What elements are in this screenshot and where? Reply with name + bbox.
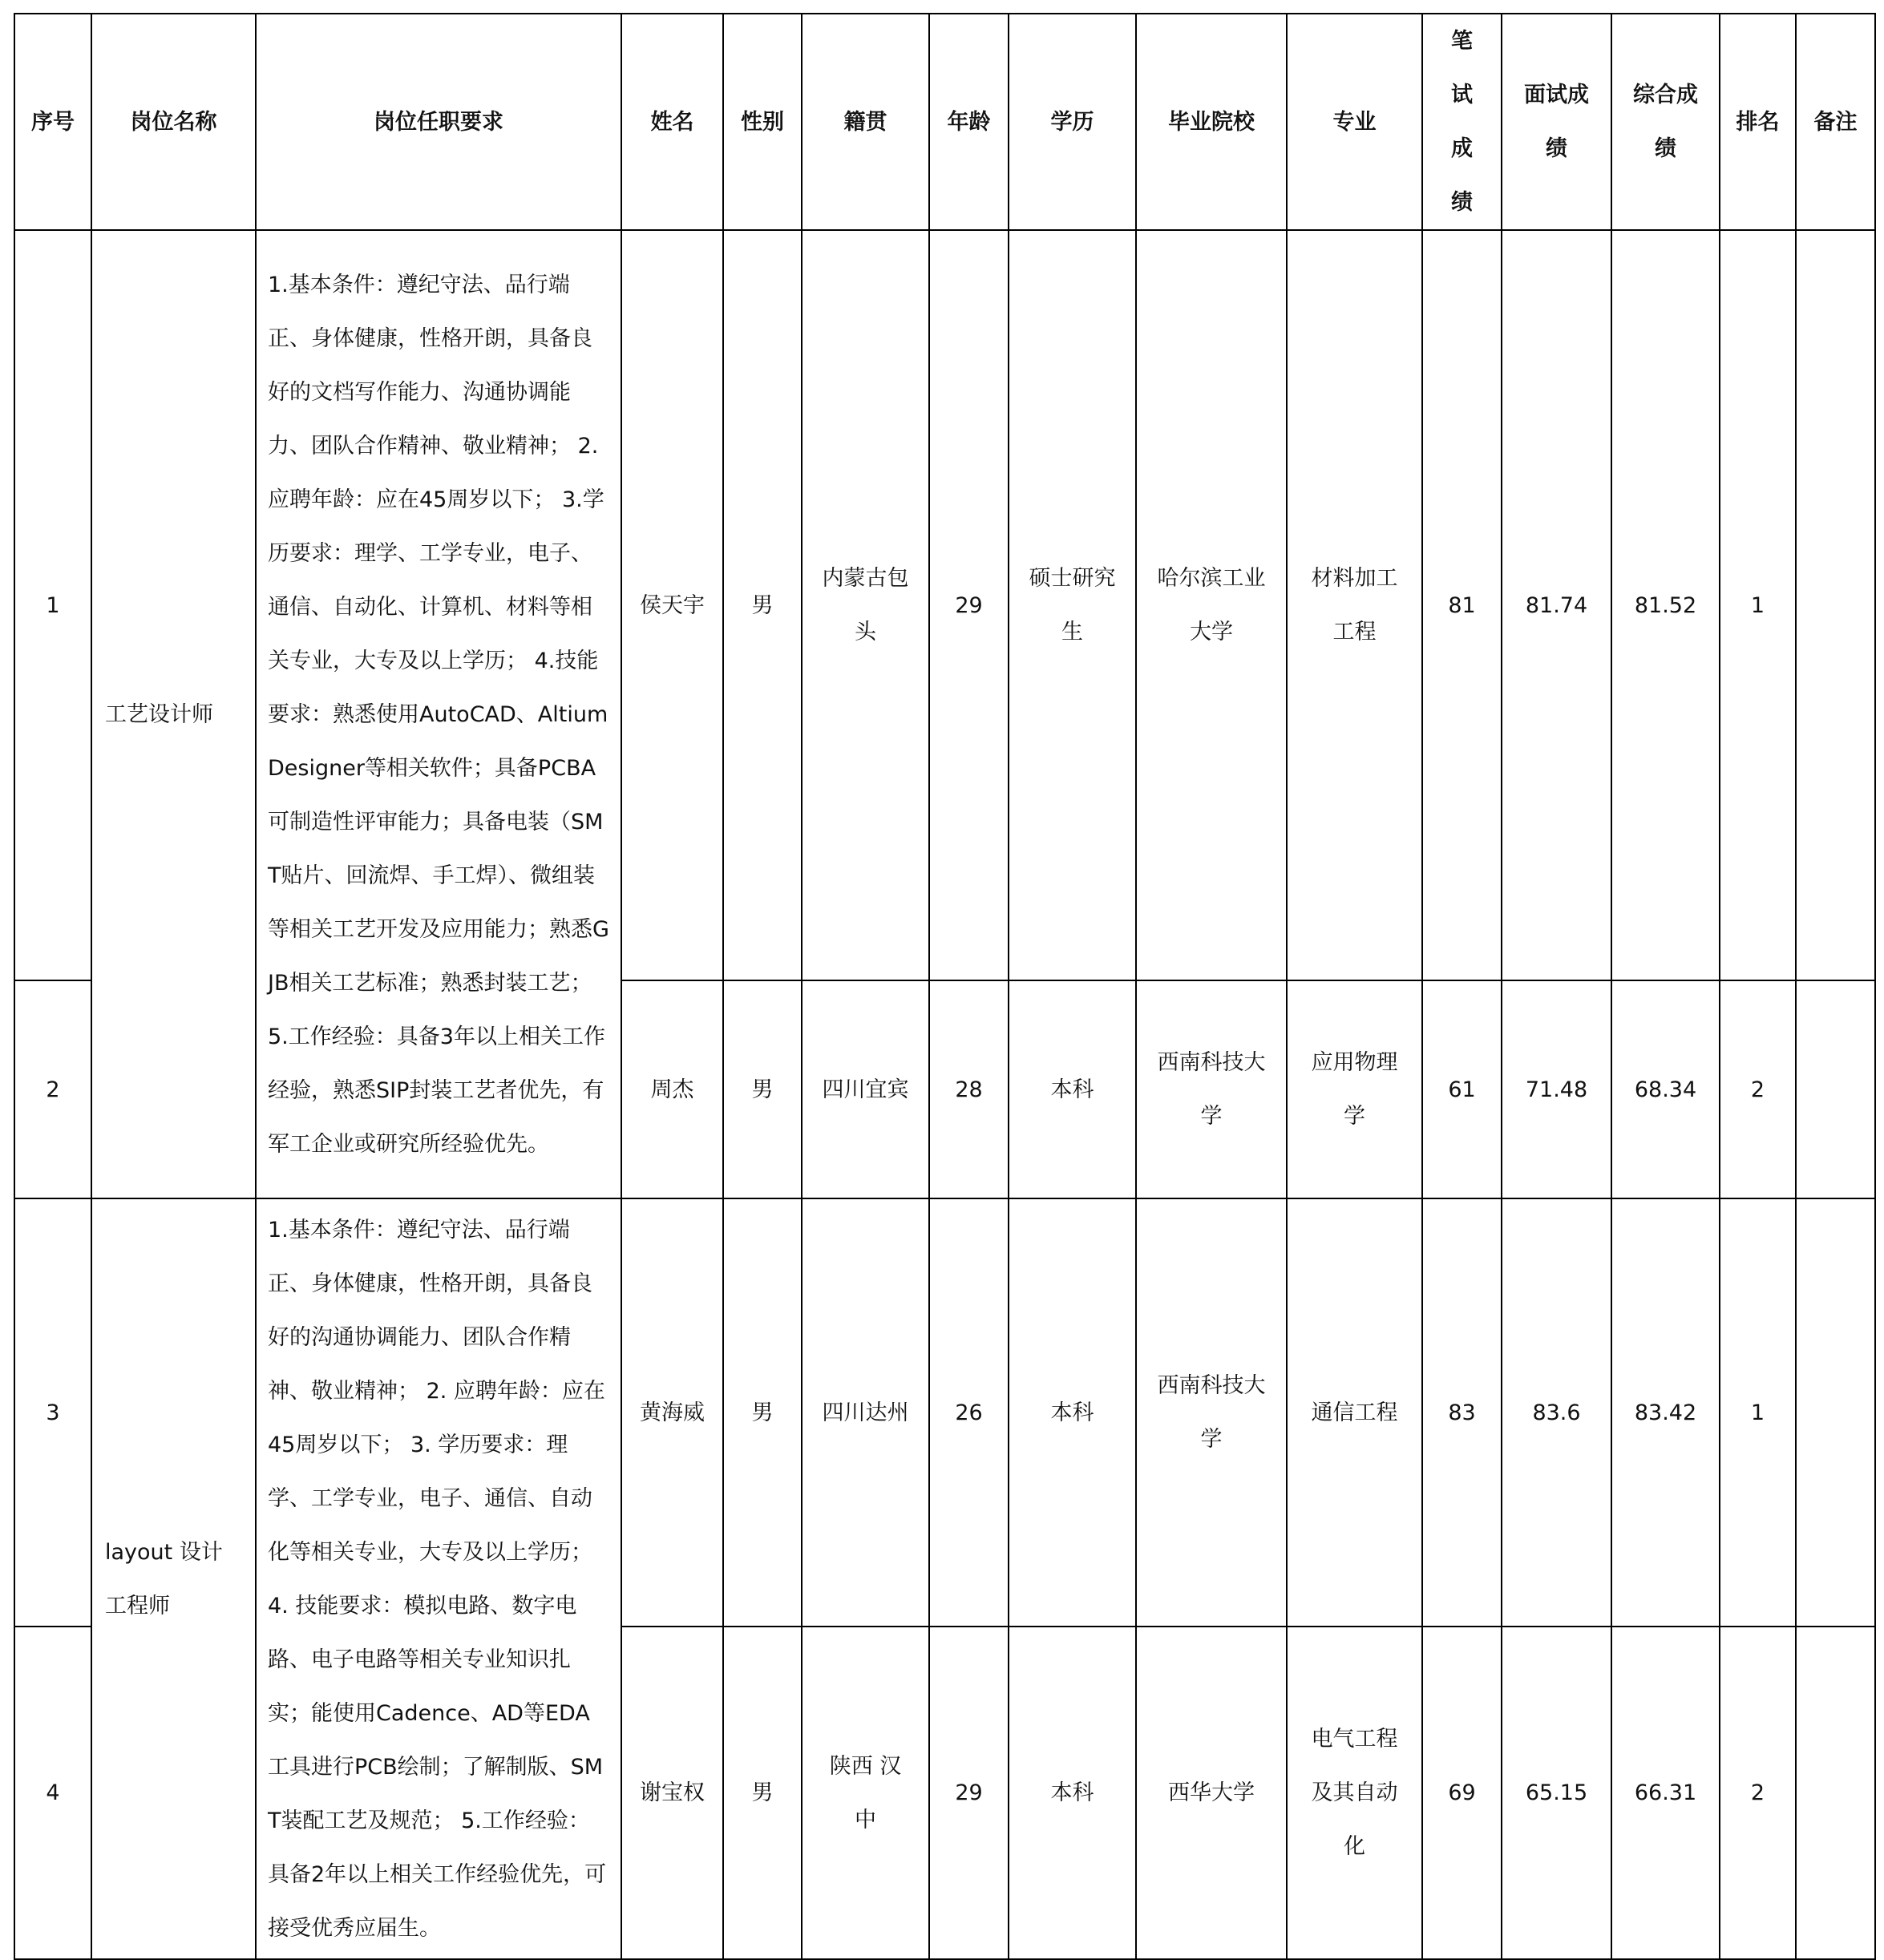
cell-name: 侯天宇 <box>621 230 723 980</box>
cell-rank: 2 <box>1720 1627 1796 1959</box>
cell-school: 西华大学 <box>1136 1627 1287 1959</box>
cell-education: 本科 <box>1009 1198 1136 1627</box>
cell-major: 应用物理学 <box>1287 980 1422 1198</box>
cell-name: 谢宝权 <box>621 1627 723 1959</box>
cell-position: layout 设计工程师 <box>91 1198 256 1959</box>
cell-school: 西南科技大学 <box>1136 1198 1287 1627</box>
table-row <box>14 230 1875 980</box>
cell-remark <box>1796 230 1875 980</box>
cell-origin: 内蒙古包头 <box>802 230 929 980</box>
cell-position: 工艺设计师 <box>91 230 256 1198</box>
cell-total: 83.42 <box>1611 1198 1720 1627</box>
header-name: 姓名 <box>621 14 723 230</box>
header-education: 学历 <box>1009 14 1136 230</box>
header-position: 岗位名称 <box>91 14 256 230</box>
cell-total: 68.34 <box>1611 980 1720 1198</box>
cell-gender: 男 <box>723 980 802 1198</box>
cell-interview: 71.48 <box>1502 980 1611 1198</box>
cell-rank: 1 <box>1720 1198 1796 1627</box>
cell-written: 69 <box>1422 1627 1502 1959</box>
cell-remark <box>1796 1198 1875 1627</box>
cell-age: 28 <box>929 980 1009 1198</box>
cell-major: 通信工程 <box>1287 1198 1422 1627</box>
cell-age: 26 <box>929 1198 1009 1627</box>
cell-education: 本科 <box>1009 1627 1136 1959</box>
header-major: 专业 <box>1287 14 1422 230</box>
cell-remark <box>1796 1627 1875 1959</box>
cell-interview: 81.74 <box>1502 230 1611 980</box>
cell-major: 材料加工工程 <box>1287 230 1422 980</box>
cell-requirements: 1.基本条件：遵纪守法、品行端正、身体健康，性格开朗，具备良好的沟通协调能力、团队合作精神、敬业精神； 2. 应聘年龄：应在45周岁以下； 3. 学历要求：理学、工学专业，电子、通信、自动化等相关专业，大专及以上学历； 4. 技能要求：模拟电路、数字电路、电子电路等相关专业知识扎实；能使用Cadence、AD等EDA工具进行PCB绘制；了解制版、SMT装配工艺及规范； 5.工作经验：具备2年以上相关工作经验优先，可接受优秀应届生。 <box>256 1198 621 1959</box>
header-gender: 性别 <box>723 14 802 230</box>
cell-major: 电气工程及其自动化 <box>1287 1627 1422 1959</box>
header-interview: 面试成绩 <box>1502 14 1611 230</box>
results-table <box>14 13 1876 1960</box>
cell-origin: 四川达州 <box>802 1198 929 1627</box>
cell-age: 29 <box>929 230 1009 980</box>
header-rank: 排名 <box>1720 14 1796 230</box>
cell-seq: 1 <box>14 230 91 980</box>
cell-name: 黄海威 <box>621 1198 723 1627</box>
cell-rank: 2 <box>1720 980 1796 1198</box>
header-age: 年龄 <box>929 14 1009 230</box>
cell-remark <box>1796 980 1875 1198</box>
cell-origin: 陕西 汉中 <box>802 1627 929 1959</box>
cell-interview: 65.15 <box>1502 1627 1611 1959</box>
cell-written: 61 <box>1422 980 1502 1198</box>
cell-school: 西南科技大学 <box>1136 980 1287 1198</box>
header-remark: 备注 <box>1796 14 1875 230</box>
cell-education: 硕士研究生 <box>1009 230 1136 980</box>
cell-total: 66.31 <box>1611 1627 1720 1959</box>
header-total: 综合成绩 <box>1611 14 1720 230</box>
cell-education: 本科 <box>1009 980 1136 1198</box>
cell-seq: 2 <box>14 980 91 1198</box>
header-row <box>14 14 1875 230</box>
cell-school: 哈尔滨工业大学 <box>1136 230 1287 980</box>
cell-requirements: 1.基本条件：遵纪守法、品行端正、身体健康，性格开朗，具备良好的文档写作能力、沟通协调能力、团队合作精神、敬业精神； 2.应聘年龄：应在45周岁以下； 3.学历要求：理学、工学专业，电子、通信、自动化、计算机、材料等相关专业，大专及以上学历； 4.技能要求：熟悉使用AutoCAD、Altium Designer等相关软件；具备PCBA可制造性评审能力；具备电装（SMT贴片、回流焊、手工焊）、微组装等相关工艺开发及应用能力；熟悉GJB相关工艺标准；熟悉封装工艺； 5.工作经验：具备3年以上相关工作经验，熟悉SIP封装工艺者优先，有军工企业或研究所经验优先。 <box>256 230 621 1198</box>
cell-total: 81.52 <box>1611 230 1720 980</box>
cell-gender: 男 <box>723 230 802 980</box>
cell-origin: 四川宜宾 <box>802 980 929 1198</box>
cell-seq: 3 <box>14 1198 91 1627</box>
cell-name: 周杰 <box>621 980 723 1198</box>
cell-gender: 男 <box>723 1198 802 1627</box>
header-requirements: 岗位任职要求 <box>256 14 621 230</box>
cell-rank: 1 <box>1720 230 1796 980</box>
header-written: 笔试成绩 <box>1422 14 1502 230</box>
header-school: 毕业院校 <box>1136 14 1287 230</box>
cell-gender: 男 <box>723 1627 802 1959</box>
cell-age: 29 <box>929 1627 1009 1959</box>
cell-written: 81 <box>1422 230 1502 980</box>
table-row <box>14 1198 1875 1627</box>
cell-interview: 83.6 <box>1502 1198 1611 1627</box>
cell-seq: 4 <box>14 1627 91 1959</box>
header-seq: 序号 <box>14 14 91 230</box>
header-origin: 籍贯 <box>802 14 929 230</box>
cell-written: 83 <box>1422 1198 1502 1627</box>
